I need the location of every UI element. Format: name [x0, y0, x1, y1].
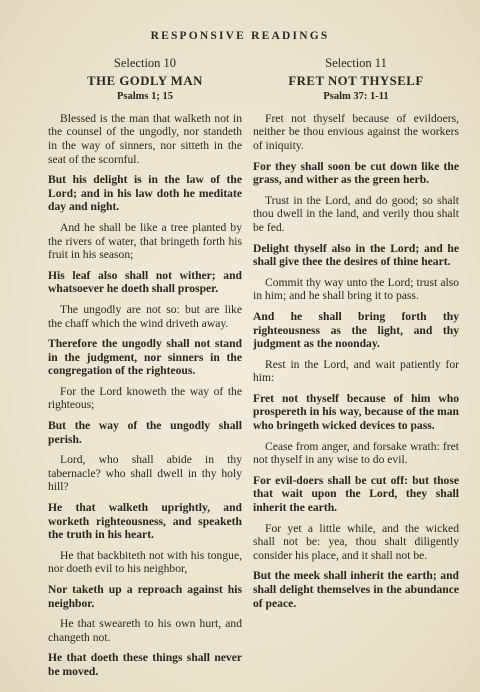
reading-response: His leaf also shall not wither; and whatsoever he doeth shall prosper. — [48, 268, 242, 296]
reading-leader: Rest in the Lord, and wait patiently for him: — [253, 357, 459, 385]
reading-response: But the meek shall inherit the earth; and shall delight themselves in the abundance of peace. — [253, 569, 459, 610]
selection-number: Selection 11 — [325, 56, 387, 70]
reading-response: He that walketh uprightly, and worketh righteousness, and speaketh the truth in his heart. — [48, 501, 242, 542]
scripture-reference: Psalms 1; 15 — [117, 91, 173, 103]
selection-11-column — [253, 57, 459, 617]
reading-leader: He that sweareth to his own hurt, and changeth not. — [48, 617, 242, 644]
reading-leader: For yet a little while, and the wicked shall not be: yea, thou shalt diligently consider his place, and it shall not be. — [253, 521, 459, 562]
reading-leader: Fret not thyself because of evildoers, neither be thou envious against the workers of iniquity. — [253, 111, 459, 152]
reading-leader: And he shall be like a tree planted by the rivers of water, that bringeth forth his fruit in his season; — [48, 220, 242, 262]
reading-response: Fret not thyself because of him who prospereth in his way, because of the man who bringeth wicked devices to pass. — [253, 391, 459, 433]
reading-response: Nor taketh up a reproach against his neighbor. — [48, 583, 242, 610]
scripture-reference: Psalm 37: 1-11 — [323, 91, 389, 103]
reading-leader: Lord, who shall abide in thy tabernacle? who shall dwell in thy holy hill? — [48, 453, 242, 494]
running-head: RESPONSIVE READINGS — [150, 30, 330, 42]
reading-response: He that doeth these things shall never be moved. — [48, 651, 242, 678]
reading-response: And he shall bring forth thy righteousness as the light, and thy judgment as the noonday. — [253, 309, 459, 351]
selection-10-column — [48, 57, 242, 686]
reading-leader: For the Lord knoweth the way of the righteous; — [48, 384, 242, 412]
reading-leader: Blessed is the man that walketh not in the counsel of the ungodly, nor standeth in the way of sinners, nor sitteth in the seat of the scornful. — [48, 111, 242, 166]
reading-response: Delight thyself also in the Lord; and he shall give thee the desires of thine heart. — [253, 241, 459, 269]
reading-response: Therefore the ungodly shall not stand in the judgment, nor sinners in the congregation of the righteous. — [48, 337, 242, 378]
reading-response: For evil-doers shall be cut off: but those that wait upon the Lord, they shall inherit the earth. — [253, 473, 459, 515]
reading-response: But the way of the ungodly shall perish. — [48, 419, 242, 446]
reading-leader: Trust in the Lord, and do good; so shalt thou dwell in the land, and verily thou shalt be fed. — [253, 193, 459, 234]
reading-leader: The ungodly are not so: but are like the chaff which the wind driveth away. — [48, 302, 242, 330]
selection-number: Selection 10 — [113, 56, 177, 70]
reading-leader: Cease from anger, and forsake wrath: fret not thyself in any wise to do evil. — [253, 439, 459, 467]
selection-title: FRET NOT THYSELF — [288, 73, 424, 88]
reading-leader: Commit thy way unto the Lord; trust also in him; and he shall bring it to pass. — [253, 275, 459, 303]
reading-response: For they shall soon be cut down like the grass, and wither as the green herb. — [253, 159, 459, 187]
reading-response: But his delight is in the law of the Lord; and in his law doth he meditate day and night. — [48, 173, 242, 214]
reading-leader: He that backbiteth not with his tongue, nor doeth evil to his neighbor, — [48, 548, 242, 576]
selection-title: THE GODLY MAN — [87, 73, 203, 88]
